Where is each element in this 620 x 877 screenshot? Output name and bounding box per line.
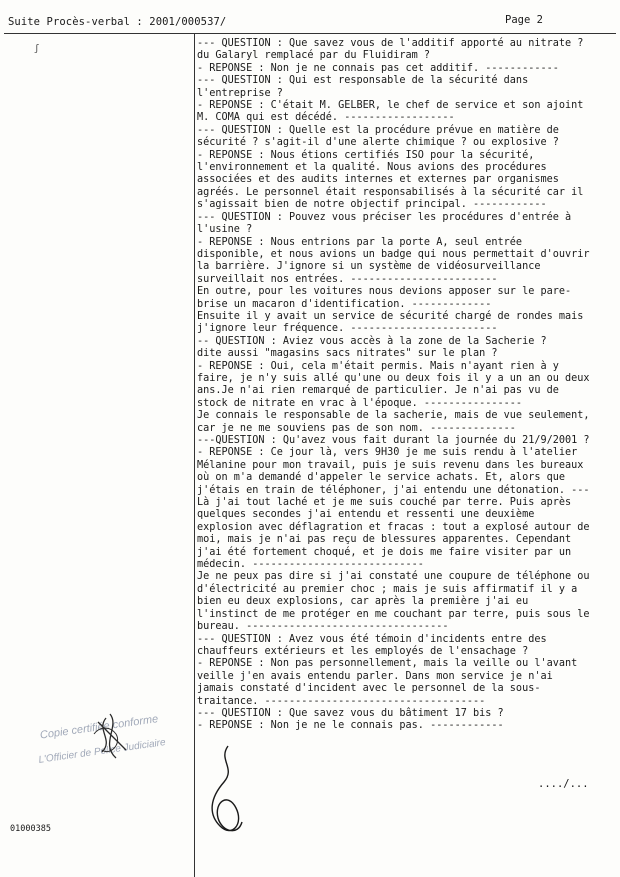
statement-line: --- QUESTION : Quelle est la procédure prévue en matière de [197,124,559,136]
page-number: Page 2 [505,14,543,26]
statement-line: s'agissait bien de notre objectif principal. ------------ [197,199,547,211]
statement-line: Je ne peux pas dire si j'ai constaté une coupure de téléphone ou [197,571,590,583]
statement-line: l'usine ? [197,224,253,236]
statement-line: - REPONSE : Non pas personnellement, mais la veille ou l'avant [197,658,578,670]
statement-line: -- QUESTION : Aviez vous accès à la zone de la Sacherie ? [197,335,547,347]
statement-line: la barrière. J'ignore si un système de vidéosurveillance [197,261,541,273]
statement-line: où on m'a demandé d'appeler le service achats. Et, alors que [197,472,566,484]
statement-line: faire, je n'y suis allé qu'une ou deux fois il y a un an ou deux [197,372,590,384]
stamp-line-1: Copie certifiée conforme [39,713,159,742]
statement-line: --- QUESTION : Qui est responsable de la sécurité dans [197,75,529,87]
statement-line: - REPONSE : Ce jour là, vers 9H30 je me suis rendu à l'atelier [197,447,578,459]
statement-line: l'entreprise ? [197,87,283,99]
document-number: 01000385 [10,824,51,834]
continuation-mark: ..../... [538,778,589,790]
statement-line: d'électricité au premier choc ; mais je suis affirmatif il y a [197,583,578,595]
statement-line: Ensuite il y avait un service de sécurité chargé de rondes mais [197,310,584,322]
statement-line: dite aussi "magasins sacs nitrates" sur le plan ? [197,348,498,360]
statement-line: car je ne me souviens pas de son nom. -------------- [197,422,516,434]
certification-stamp [36,700,206,770]
statement-line: bien eu deux explosions, car après la première j'ai eu [197,596,529,608]
statement-line: j'ignore leur fréquence. ------------------------ [197,323,498,335]
statement-line: disponible, et nous avions un badge qui nous permettait d'ouvrir [197,248,590,260]
statement-line: agréés. Le personnel était responsabilisés à la sécurité car il [197,186,584,198]
statement-line: surveillait nos entrées. ------------------------ [197,273,498,285]
statement-line: l'environnement et la qualité. Nous avions des procédures [197,162,547,174]
statement-line: - REPONSE : C'était M. GELBER, le chef de service et son ajoint [197,100,584,112]
header-reference: Suite Procès-verbal : 2001/000537/ [8,16,227,28]
statement-line: explosion avec déflagration et fracas : tout a explosé autour de [197,521,590,533]
statement-line: associées et des audits internes et externes par organismes [197,174,559,186]
statement-line: En outre, pour les voitures nous devions apposer sur le pare- [197,286,572,298]
statement-line: stock de nitrate en vrac à l'époque. ---------------- [197,397,523,409]
statement-line: l'instinct de me protéger en me couchant par terre, puis sous le [197,608,590,620]
statement-line: moi, mais je n'ai pas reçu de blessures apparentes. Cependant [197,534,572,546]
statement-line: M. COMA qui est décédé. ------------------ [197,112,455,124]
statement-line: --- QUESTION : Que savez vous du bâtiment 17 bis ? [197,707,504,719]
statement-line: traitance. ------------------------------------ [197,695,486,707]
statement-line: quelques secondes j'ai entendu et ressenti une deuxième [197,509,535,521]
statement-line: - REPONSE : Oui, cela m'était permis. Mais n'ayant rien à y [197,360,559,372]
statement-line: Mélanine pour mon travail, puis je suis revenu dans les bureaux [197,459,584,471]
statement-line: ---QUESTION : Qu'avez vous fait durant la journée du 21/9/2001 ? [197,435,590,446]
statement-line: - REPONSE : Non je ne connais pas cet additif. ------------ [197,62,559,74]
statement-line: Je connais le responsable de la sacherie, mais de vue seulement, [197,410,590,422]
statement-line: chauffeurs extérieurs et les employés de l'ensachage ? [197,645,529,657]
statement-line: --- QUESTION : Pouvez vous préciser les procédures d'entrée à [197,211,572,223]
statement-line: sécurité ? s'agit-il d'une alerte chimique ? ou explosive ? [197,137,559,149]
statement-body [197,38,617,733]
statement-line: médecin. ---------------------------- [197,559,424,571]
statement-line: - REPONSE : Nous étions certifiés ISO pour la sécurité, [197,149,535,161]
statement-line: --- QUESTION : Que savez vous de l'additif apporté au nitrate ? [197,38,584,49]
statement-line: - REPONSE : Non je ne le connais pas. ------------ [197,720,504,732]
statement-line: veille j'en avais entendu parler. Dans mon service je n'ai [197,670,553,682]
statement-line: du Galaryl remplacé par du Fluidiram ? [197,50,431,62]
header-rule [4,33,616,34]
signature [198,742,258,842]
statement-line: Là j'ai tout laché et je me suis couché par terre. Puis après [197,497,572,509]
margin-mark: ʃ [34,44,40,54]
statement-line: j'étais en train de téléphoner, j'ai entendu une détonation. --- [197,484,590,496]
statement-line: ans.Je n'ai rien remarqué de particulier. Je n'ai pas vu de [197,385,559,397]
statement-line: --- QUESTION : Avez vous été témoin d'incidents entre des [197,633,547,645]
statement-line: brise un macaron d'identification. ------------- [197,298,492,310]
statement-line: j'ai été fortement choqué, et je dois me faire visiter par un [197,546,572,558]
statement-line: - REPONSE : Nous entrions par la porte A, seul entrée [197,236,523,248]
statement-line: jamais constaté d'incident avec le personnel de la sous- [197,683,541,695]
statement-line: bureau. --------------------------------- [197,621,449,633]
stamp-line-2: L'Officier de Police Judiciaire [37,737,167,766]
